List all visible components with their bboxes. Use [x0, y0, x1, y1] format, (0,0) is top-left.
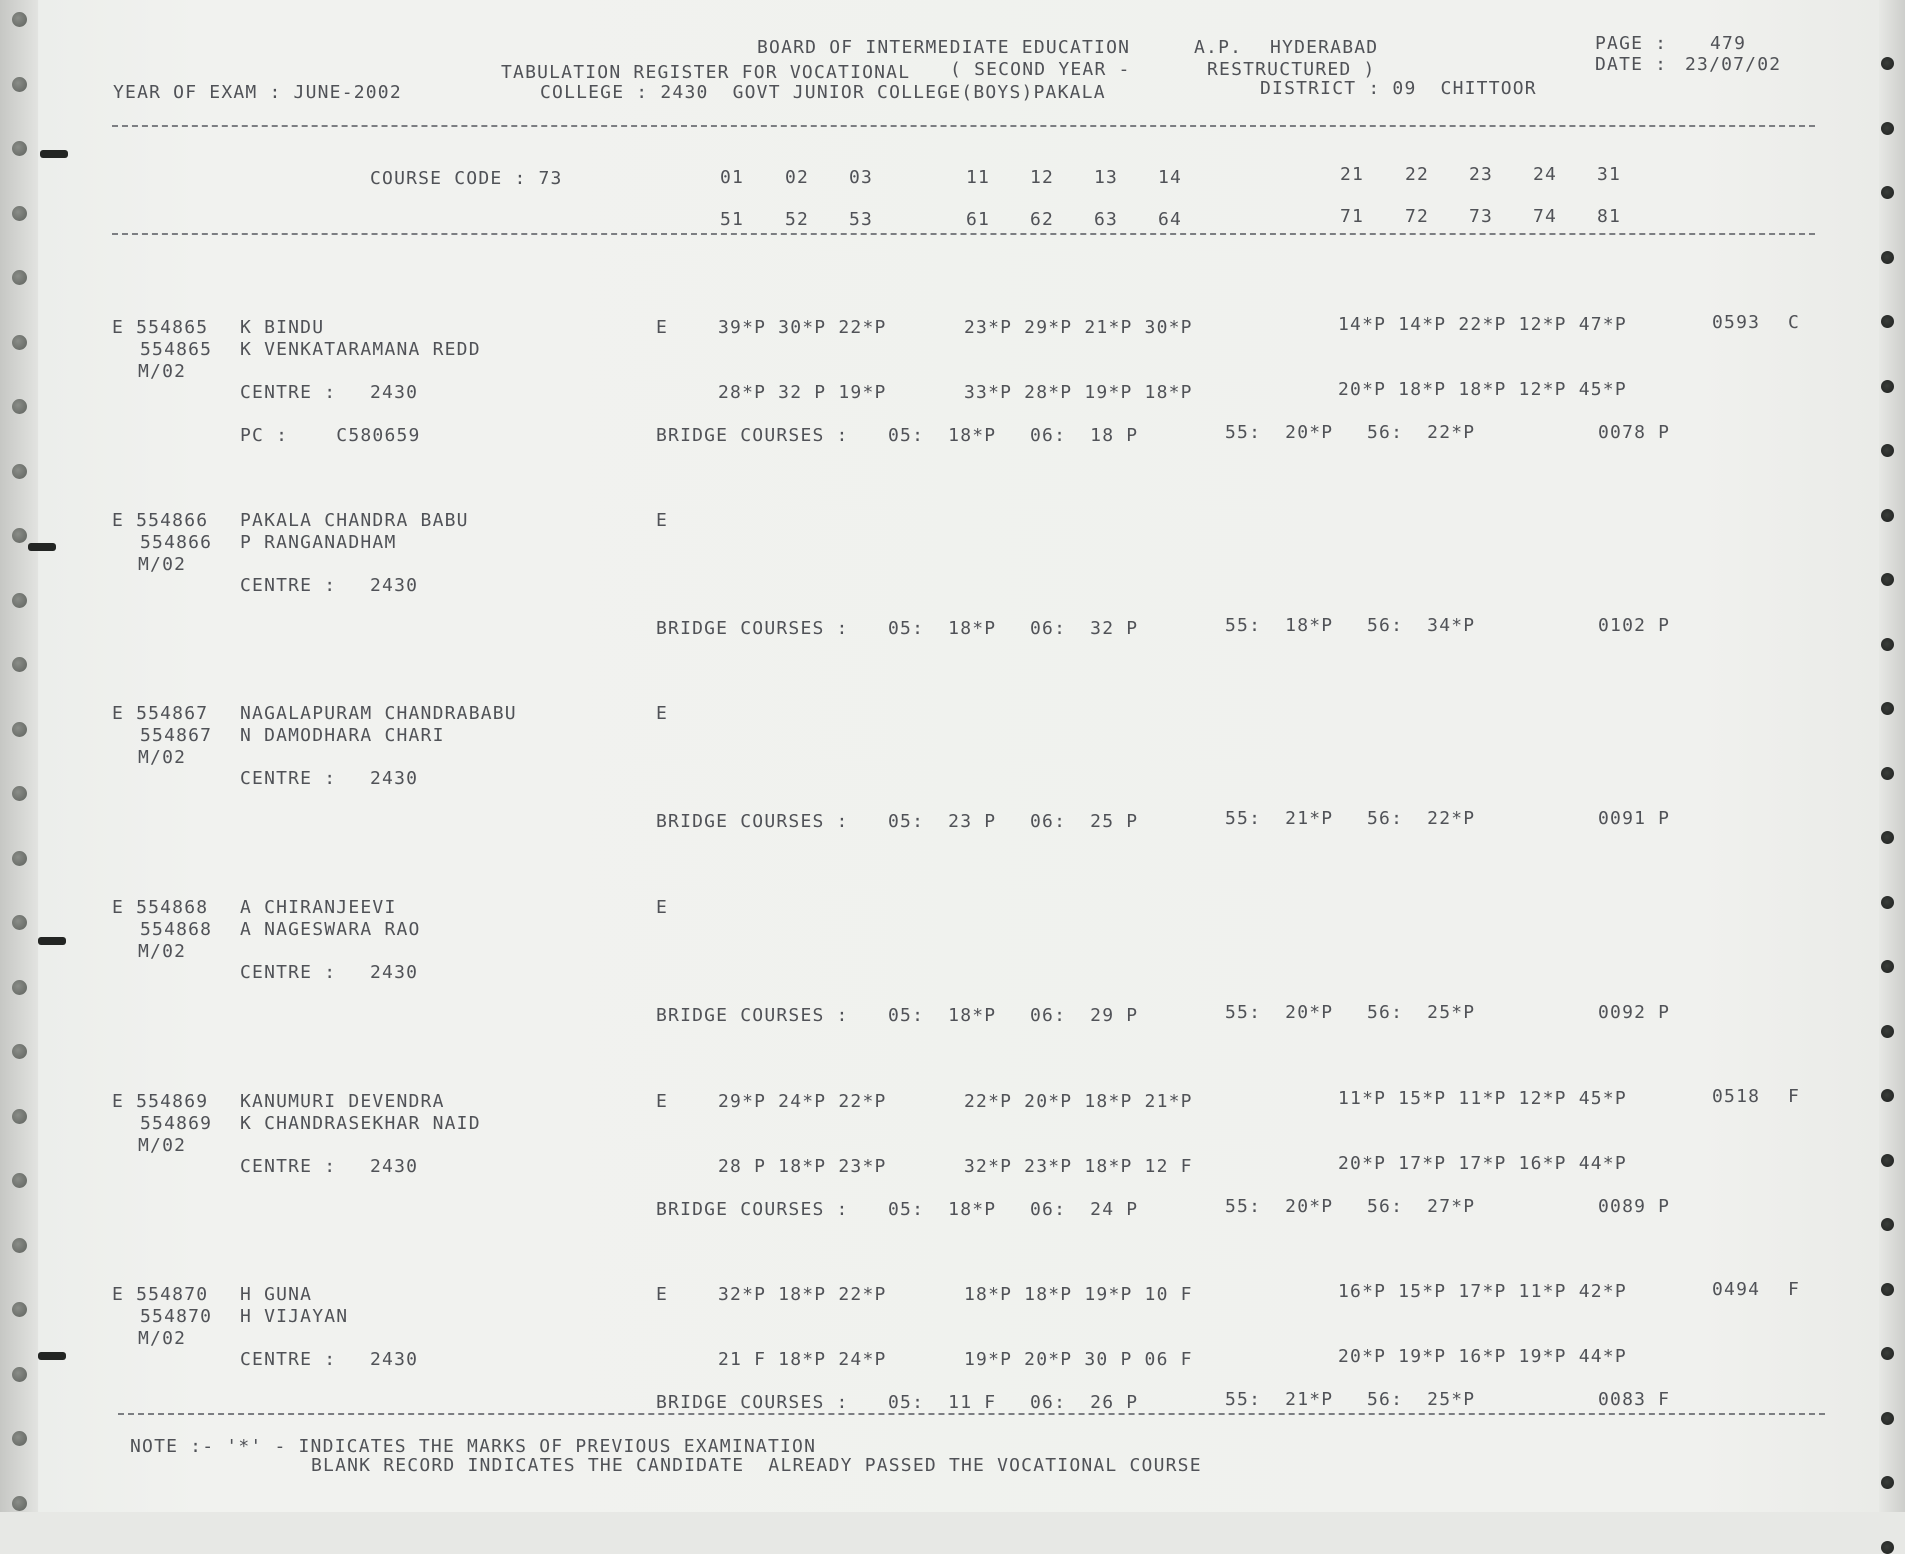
marks-group-2: 23*P 29*P 21*P 30*P: [964, 317, 1193, 338]
perforation-hole: [12, 206, 27, 221]
candidate-name: H GUNA: [240, 1284, 313, 1305]
medium-code: E: [656, 510, 669, 531]
course-code-number: 22: [1405, 164, 1430, 185]
print-date: 23/07/02: [1685, 54, 1782, 75]
course-code-number: 72: [1405, 206, 1430, 227]
marks-group-1: 28*P 32 P 19*P: [718, 382, 887, 403]
bridge-course-55: 55: 18*P: [1225, 615, 1334, 636]
medium-code: E: [656, 1284, 669, 1305]
margin-mark: [40, 150, 68, 158]
perforation-hole: [1881, 1347, 1894, 1360]
exam-month: M/02: [138, 1328, 187, 1349]
centre-code: 2430: [370, 768, 419, 789]
perforation-hole: [12, 980, 27, 995]
course-code-number: 73: [1469, 206, 1494, 227]
perforation-hole: [1881, 573, 1894, 586]
course-code-number: 21: [1340, 164, 1365, 185]
bridge-course-06: 06: 25 P: [1030, 811, 1139, 832]
perforation-hole: [12, 464, 27, 479]
bridge-course-55: 55: 20*P: [1225, 1196, 1334, 1217]
hall-ticket-number: 554868: [140, 919, 213, 940]
year-of-exam: YEAR OF EXAM : JUNE-2002: [113, 82, 402, 103]
perforation-hole: [12, 657, 27, 672]
restructured-label: RESTRUCTURED ): [1207, 59, 1376, 80]
bridge-courses-label: BRIDGE COURSES :: [656, 811, 849, 832]
course-code-number: 71: [1340, 206, 1365, 227]
bridge-course-06: 06: 32 P: [1030, 618, 1139, 639]
bridge-course-56: 56: 22*P: [1367, 808, 1476, 829]
perforation-hole: [12, 1367, 27, 1382]
perforation-hole: [12, 1431, 27, 1446]
exam-month: M/02: [138, 1135, 187, 1156]
medium-code: E: [656, 1091, 669, 1112]
board-state: A.P.: [1194, 37, 1243, 58]
registration-number: E 554868: [112, 897, 209, 918]
perforation-hole: [1881, 767, 1894, 780]
course-code-number: 14: [1158, 167, 1183, 188]
hall-ticket-number: 554870: [140, 1306, 213, 1327]
bridge-course-05: 05: 23 P: [888, 811, 997, 832]
exam-month: M/02: [138, 554, 187, 575]
centre-label: CENTRE :: [240, 768, 337, 789]
marks-group-2: 33*P 28*P 19*P 18*P: [964, 382, 1193, 403]
candidate-name: KANUMURI DEVENDRA: [240, 1091, 445, 1112]
perforation-hole: [12, 593, 27, 608]
bridge-course-06: 06: 18 P: [1030, 425, 1139, 446]
perforation-hole: [12, 1109, 27, 1124]
course-code-number: 53: [849, 209, 874, 230]
bridge-course-55: 55: 21*P: [1225, 808, 1334, 829]
perforation-hole: [12, 399, 27, 414]
hall-ticket-number: 554865: [140, 339, 213, 360]
marks-group-1: 29*P 24*P 22*P: [718, 1091, 887, 1112]
centre-label: CENTRE :: [240, 575, 337, 596]
note-line-2: BLANK RECORD INDICATES THE CANDIDATE ALREADY PASSED THE VOCATIONAL COURSE: [311, 1455, 1202, 1476]
perforation-hole: [1881, 1218, 1894, 1231]
college-info: COLLEGE : 2430 GOVT JUNIOR COLLEGE(BOYS)PAKALA: [540, 82, 1106, 103]
board-city: HYDERABAD: [1270, 37, 1379, 58]
course-code-number: 64: [1158, 209, 1183, 230]
exam-month: M/02: [138, 941, 187, 962]
candidate-name: A CHIRANJEEVI: [240, 897, 397, 918]
page-number: 479: [1710, 33, 1747, 54]
perforation-hole: [12, 1302, 27, 1317]
perforation-hole: [12, 141, 27, 156]
bridge-course-05: 05: 18*P: [888, 1199, 997, 1220]
bridge-course-56: 56: 25*P: [1367, 1389, 1476, 1410]
perforation-hole: [12, 1044, 27, 1059]
centre-label: CENTRE :: [240, 1156, 337, 1177]
registration-number: E 554865: [112, 317, 209, 338]
bridge-course-55: 55: 20*P: [1225, 422, 1334, 443]
marks-group-2: 22*P 20*P 18*P 21*P: [964, 1091, 1193, 1112]
course-code-number: 13: [1094, 167, 1119, 188]
perforation-hole: [1881, 509, 1894, 522]
course-code-number: 01: [720, 167, 745, 188]
course-code-number: 81: [1597, 206, 1622, 227]
perforation-hole: [12, 1173, 27, 1188]
marks-group-3: 20*P 17*P 17*P 16*P 44*P: [1338, 1153, 1627, 1174]
marks-group-1: 28 P 18*P 23*P: [718, 1156, 887, 1177]
pc-number: PC : C580659: [240, 425, 421, 446]
board-title: BOARD OF INTERMEDIATE EDUCATION: [757, 37, 1131, 58]
father-name: A NAGESWARA RAO: [240, 919, 421, 940]
marks-group-2: 18*P 18*P 19*P 10 F: [964, 1284, 1193, 1305]
year-paren: ( SECOND YEAR -: [950, 59, 1131, 80]
perforation-hole: [12, 1496, 27, 1511]
bridge-total: 0089 P: [1598, 1196, 1671, 1217]
tractor-feed-strip-left: [0, 0, 38, 1512]
perforation-hole: [12, 915, 27, 930]
centre-code: 2430: [370, 382, 419, 403]
course-code-number: 61: [966, 209, 991, 230]
registration-number: E 554869: [112, 1091, 209, 1112]
marks-group-2: 32*P 23*P 18*P 12 F: [964, 1156, 1193, 1177]
registration-number: E 554870: [112, 1284, 209, 1305]
perforation-hole: [1881, 186, 1894, 199]
perforation-hole: [12, 786, 27, 801]
marks-group-3: 16*P 15*P 17*P 11*P 42*P: [1338, 1281, 1627, 1302]
hall-ticket-number: 554866: [140, 532, 213, 553]
registration-number: E 554866: [112, 510, 209, 531]
perforation-hole: [1881, 1412, 1894, 1425]
centre-code: 2430: [370, 575, 419, 596]
bridge-total: 0083 F: [1598, 1389, 1671, 1410]
course-code-number: 11: [966, 167, 991, 188]
centre-label: CENTRE :: [240, 382, 337, 403]
bridge-courses-label: BRIDGE COURSES :: [656, 425, 849, 446]
perforation-hole: [1881, 1476, 1894, 1489]
header-divider: [112, 125, 1815, 127]
candidate-name: PAKALA CHANDRA BABU: [240, 510, 469, 531]
date-label: DATE :: [1595, 54, 1668, 75]
perforation-hole: [12, 528, 27, 543]
exam-month: M/02: [138, 361, 187, 382]
bridge-course-55: 55: 20*P: [1225, 1002, 1334, 1023]
register-title: TABULATION REGISTER FOR VOCATIONAL: [501, 62, 911, 83]
district-info: DISTRICT : 09 CHITTOOR: [1260, 78, 1537, 99]
father-name: K VENKATARAMANA REDD: [240, 339, 481, 360]
marks-group-3: 11*P 15*P 11*P 12*P 45*P: [1338, 1088, 1627, 1109]
medium-code: E: [656, 703, 669, 724]
perforation-hole: [12, 722, 27, 737]
result-code: F: [1788, 1279, 1801, 1300]
bridge-course-05: 05: 18*P: [888, 1005, 997, 1026]
perforation-hole: [1881, 831, 1894, 844]
bridge-total: 0078 P: [1598, 422, 1671, 443]
course-code-number: 51: [720, 209, 745, 230]
bridge-course-05: 05: 18*P: [888, 618, 997, 639]
perforation-hole: [1881, 638, 1894, 651]
course-code-number: 02: [785, 167, 810, 188]
bridge-courses-label: BRIDGE COURSES :: [656, 1199, 849, 1220]
perforation-hole: [1881, 1089, 1894, 1102]
centre-label: CENTRE :: [240, 1349, 337, 1370]
perforation-hole: [12, 270, 27, 285]
centre-label: CENTRE :: [240, 962, 337, 983]
bridge-course-56: 56: 34*P: [1367, 615, 1476, 636]
father-name: P RANGANADHAM: [240, 532, 397, 553]
result-code: C: [1788, 312, 1801, 333]
hall-ticket-number: 554869: [140, 1113, 213, 1134]
bridge-courses-label: BRIDGE COURSES :: [656, 1392, 849, 1413]
course-code-number: 12: [1030, 167, 1055, 188]
course-code-number: 74: [1533, 206, 1558, 227]
course-code-number: 03: [849, 167, 874, 188]
perforation-hole: [1881, 444, 1894, 457]
perforation-hole: [1881, 702, 1894, 715]
bridge-total: 0091 P: [1598, 808, 1671, 829]
course-divider: [112, 233, 1815, 235]
perforation-hole: [1881, 122, 1894, 135]
bridge-course-56: 56: 25*P: [1367, 1002, 1476, 1023]
registration-number: E 554867: [112, 703, 209, 724]
bridge-course-06: 06: 26 P: [1030, 1392, 1139, 1413]
marks-group-3: 20*P 18*P 18*P 12*P 45*P: [1338, 379, 1627, 400]
perforation-hole: [1881, 1541, 1894, 1554]
perforation-hole: [12, 335, 27, 350]
marks-group-2: 19*P 20*P 30 P 06 F: [964, 1349, 1193, 1370]
hall-ticket-number: 554867: [140, 725, 213, 746]
marks-group-1: 39*P 30*P 22*P: [718, 317, 887, 338]
candidate-name: NAGALAPURAM CHANDRABABU: [240, 703, 517, 724]
perforation-hole: [1881, 1025, 1894, 1038]
total-marks: 0494: [1712, 1279, 1761, 1300]
centre-code: 2430: [370, 1349, 419, 1370]
perforation-hole: [1881, 251, 1894, 264]
perforation-hole: [1881, 960, 1894, 973]
centre-code: 2430: [370, 962, 419, 983]
centre-code: 2430: [370, 1156, 419, 1177]
footer-divider: [118, 1413, 1825, 1415]
perforation-hole: [1881, 380, 1894, 393]
perforation-hole: [12, 12, 27, 27]
note-line-1: NOTE :- '*' - INDICATES THE MARKS OF PREVIOUS EXAMINATION: [130, 1436, 817, 1457]
bridge-total: 0092 P: [1598, 1002, 1671, 1023]
margin-mark: [38, 1352, 66, 1360]
bridge-courses-label: BRIDGE COURSES :: [656, 618, 849, 639]
medium-code: E: [656, 317, 669, 338]
perforation-hole: [1881, 1154, 1894, 1167]
exam-month: M/02: [138, 747, 187, 768]
total-marks: 0593: [1712, 312, 1761, 333]
bridge-course-06: 06: 29 P: [1030, 1005, 1139, 1026]
marks-group-3: 20*P 19*P 16*P 19*P 44*P: [1338, 1346, 1627, 1367]
bridge-course-56: 56: 22*P: [1367, 422, 1476, 443]
page-label: PAGE :: [1595, 33, 1668, 54]
perforation-hole: [1881, 315, 1894, 328]
candidate-name: K BINDU: [240, 317, 325, 338]
course-code-number: 23: [1469, 164, 1494, 185]
perforation-hole: [1881, 57, 1894, 70]
bridge-course-05: 05: 18*P: [888, 425, 997, 446]
bridge-course-56: 56: 27*P: [1367, 1196, 1476, 1217]
father-name: H VIJAYAN: [240, 1306, 349, 1327]
total-marks: 0518: [1712, 1086, 1761, 1107]
margin-mark: [38, 937, 66, 945]
course-code-number: 62: [1030, 209, 1055, 230]
margin-mark: [28, 543, 56, 551]
marks-group-1: 21 F 18*P 24*P: [718, 1349, 887, 1370]
course-code-number: 63: [1094, 209, 1119, 230]
bridge-course-06: 06: 24 P: [1030, 1199, 1139, 1220]
marks-group-3: 14*P 14*P 22*P 12*P 47*P: [1338, 314, 1627, 335]
bridge-total: 0102 P: [1598, 615, 1671, 636]
marks-group-1: 32*P 18*P 22*P: [718, 1284, 887, 1305]
perforation-hole: [12, 1238, 27, 1253]
perforation-hole: [12, 77, 27, 92]
result-code: F: [1788, 1086, 1801, 1107]
father-name: N DAMODHARA CHARI: [240, 725, 445, 746]
bridge-courses-label: BRIDGE COURSES :: [656, 1005, 849, 1026]
bridge-course-55: 55: 21*P: [1225, 1389, 1334, 1410]
perforation-hole: [12, 851, 27, 866]
course-code-number: 31: [1597, 164, 1622, 185]
perforation-hole: [1881, 896, 1894, 909]
course-code-number: 24: [1533, 164, 1558, 185]
medium-code: E: [656, 897, 669, 918]
perforation-hole: [1881, 1283, 1894, 1296]
course-code-number: 52: [785, 209, 810, 230]
course-code: COURSE CODE : 73: [370, 168, 563, 189]
bridge-course-05: 05: 11 F: [888, 1392, 997, 1413]
father-name: K CHANDRASEKHAR NAID: [240, 1113, 481, 1134]
